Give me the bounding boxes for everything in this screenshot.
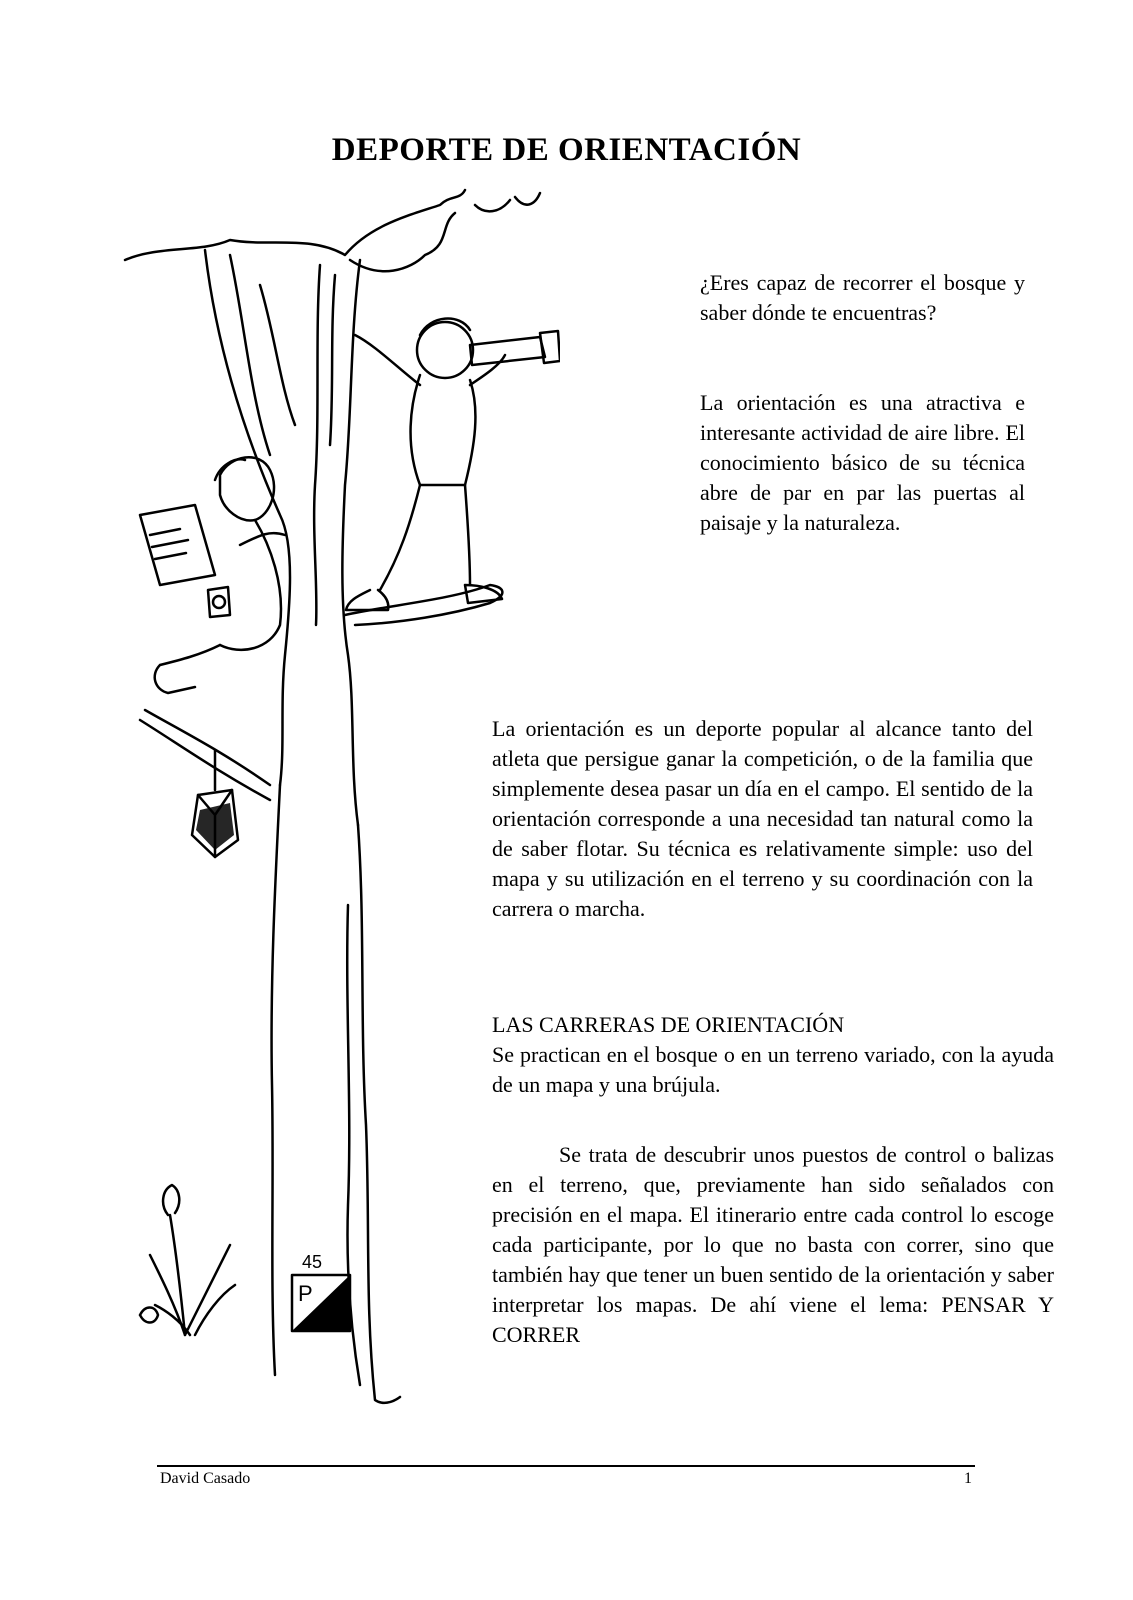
page-number: 1: [964, 1470, 972, 1487]
footer-author: David Casado: [160, 1470, 251, 1487]
flag-letter: P: [298, 1281, 313, 1306]
flag-number: 45: [302, 1252, 323, 1272]
intro-paragraph: ¿Eres capaz de recorrer el bosque y saber dónde te encuentras?: [700, 270, 1025, 325]
footer-divider: [157, 1465, 975, 1467]
page-title: DEPORTE DE ORIENTACIÓN: [331, 132, 802, 168]
paragraph-2: La orientación es una atractiva e interesante actividad de aire libre. El conocimiento básico de su técnica abre de par en par las puertas al paisaje y la naturaleza.: [700, 390, 1025, 535]
control-flag: [292, 1252, 350, 1331]
paragraph-5: Se trata de descubrir unos puestos de control o balizas en el terreno, que, previamente han sido señalados con precisión en el mapa. El itinerario entre cada control lo escoge cada participante, por lo que no basta con correr, sino que también hay que tener un buen sentido de la orientación y saber interpretar los mapas. De ahí viene el lema: PENSAR Y CORRER: [492, 1142, 1054, 1347]
section-heading: LAS CARRERAS DE ORIENTACIÓN: [492, 1012, 845, 1037]
paragraph-3: La orientación es un deporte popular al alcance tanto del atleta que persigue ganar la competición, o de la familia que simplemente desea pasar un día en el campo. El sentido de la orientación corresponde a una necesidad tan natural como la de saber flotar. Su técnica es relativamente simple: uso del mapa y su utilización en el terreno y su coordinación con la carrera o marcha.: [492, 716, 1033, 921]
paragraph-4: Se practican en el bosque o en un terreno variado, con la ayuda de un mapa y una brújula.: [492, 1042, 1054, 1097]
